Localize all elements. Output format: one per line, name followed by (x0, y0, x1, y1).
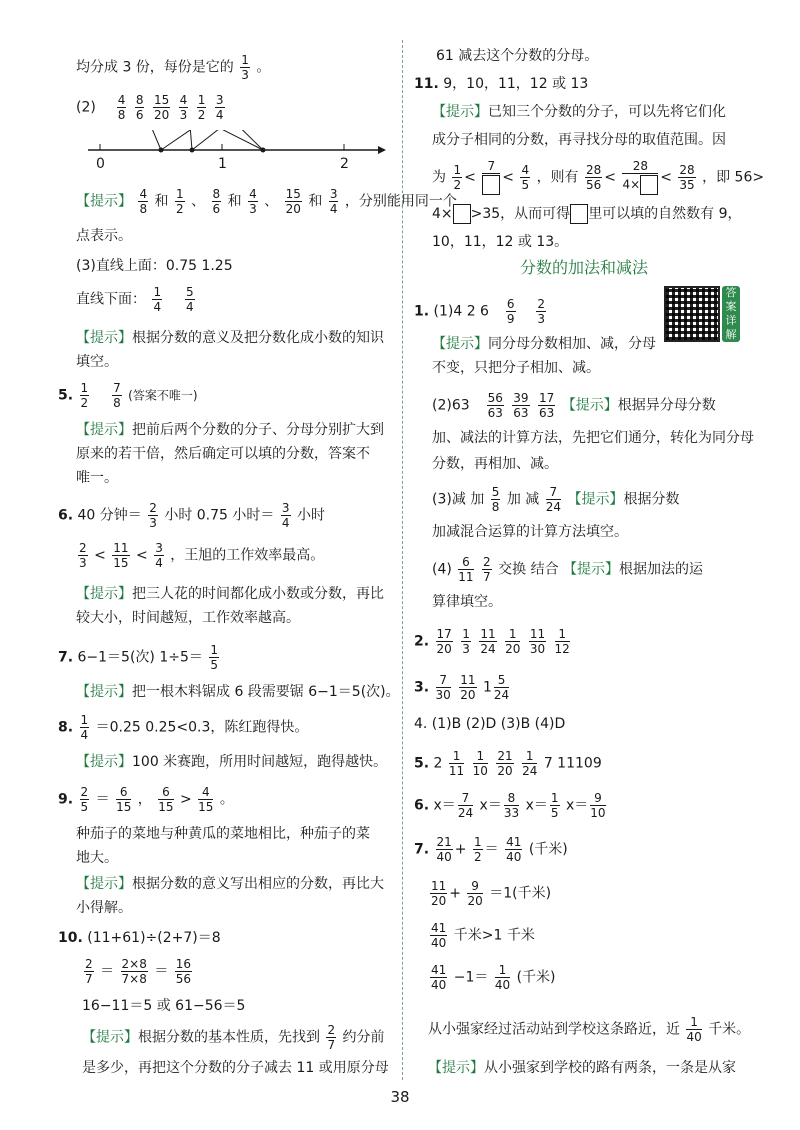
s1-3-line2: 加减混合运算的计算方法填空。 (432, 524, 628, 540)
fraction: $\frac{16}{56}$ (175, 957, 192, 986)
text: ＝0.25 0.25<0.3，陈红跑得快。 (95, 719, 309, 736)
text: ＝1(千米) (489, 885, 552, 902)
text: 6−1＝5(次) 1÷5＝ (77, 649, 203, 666)
blank-box (482, 175, 500, 195)
text: x＝ (565, 797, 589, 814)
fraction: $\frac{1}{12}$ (554, 627, 570, 656)
q5 (58, 382, 198, 409)
fraction: $\frac{8}{33}$ (503, 791, 520, 820)
tip-label: 【提示】 (76, 422, 132, 438)
q2-tip (76, 188, 457, 215)
text: 从小强家到学校的路有两条，一条是从家 (484, 1060, 736, 1076)
text: −1＝ (453, 969, 489, 986)
text: 小时 (296, 507, 325, 524)
fraction: $\frac{2}{7}$ (327, 1023, 336, 1052)
fraction: $\frac{1}{2}$ (176, 187, 184, 216)
text: (1)4 2 6 (433, 303, 489, 320)
q9-tip (76, 874, 384, 894)
q8 (58, 714, 308, 741)
s6 (414, 792, 608, 819)
text: 从小强家经过活动站到学校这条路近，近 (428, 1021, 680, 1038)
q6 (58, 502, 325, 529)
tip-label: 【提示】 (76, 684, 132, 700)
label: (2) (76, 99, 96, 116)
fraction: $\frac{28}{4\times}$ (622, 160, 658, 195)
fraction: $\frac{3}{4}$ (155, 541, 163, 570)
q5-tip-line3: 唯一。 (76, 470, 118, 486)
fraction: $\frac{11}{30}$ (529, 627, 546, 656)
fraction: $\frac{41}{40}$ (431, 963, 447, 992)
blank-box (453, 204, 471, 224)
text: 交换 结合 (498, 561, 559, 578)
text: 直线下面： (76, 291, 146, 308)
text: ， (137, 791, 152, 808)
fraction: $\frac{6}{15}$ (116, 785, 132, 814)
text: ，即 56> (702, 169, 765, 186)
fraction: $\frac{9}{20}$ (467, 879, 483, 908)
s7-conclusion (428, 1016, 750, 1043)
text: 同分母分数相加、减，分母 (488, 336, 656, 352)
fraction: $\frac{1}{5}$ (210, 643, 218, 672)
text: 4× (432, 206, 453, 222)
s1-4-line2: 算律填空。 (432, 594, 502, 610)
text: 和 (154, 193, 169, 210)
tip-label: 【提示】 (561, 397, 618, 414)
q11 (414, 74, 588, 94)
text: 根据分数的意义写出相应的分数，再比大 (132, 876, 384, 892)
q6-compare (76, 542, 324, 569)
q10 (58, 928, 221, 948)
fraction: $\frac{7}{24}$ (545, 485, 562, 514)
fraction: $\frac{15}{20}$ (153, 93, 170, 122)
fraction: $\frac{3}{4}$ (281, 501, 290, 530)
text: ，分别能用同一个 (344, 193, 457, 210)
tip-label: 【提示】 (76, 193, 132, 210)
s1-tip (432, 334, 656, 354)
fraction: $\frac{1}{3}$ (241, 53, 249, 82)
text: 。 (219, 791, 234, 808)
text: >35，从而可得 (470, 206, 571, 222)
fraction: $\frac{21}{40}$ (436, 835, 452, 864)
q3-below (76, 286, 197, 313)
text: (答案不唯一) (128, 388, 198, 403)
s7-line2: $\frac{11}{20}$ + $\frac{9}{20}$ ＝1(千米) (431, 879, 552, 908)
tick-label-2: 2 (340, 156, 349, 172)
q11-tip-line3: 为 $\frac{1}{2}$ < 7 < $\frac{4}{5}$ ，则有 $\frac{28}{56}$ < $\frac{28}{4\times}$ < $\frac{28}{35}$ ，即 56> (432, 160, 764, 195)
fraction: $\frac{41}{40}$ (506, 835, 522, 864)
text: (11+61)÷(2+7)＝8 (87, 930, 221, 946)
q9-tip-line2: 小得解。 (76, 900, 132, 916)
s5 (414, 750, 602, 777)
question-number: 3. (414, 679, 430, 696)
fraction: $\frac{1}{20}$ (505, 627, 521, 656)
tip-label: 【提示】 (76, 330, 132, 346)
fraction: $\frac{56}{63}$ (487, 391, 503, 420)
tip-label: 【提示】 (76, 754, 132, 770)
page-number: 38 (390, 1088, 410, 1106)
text: ＝ (95, 791, 110, 808)
q6-tip-line2: 较大小，时间越短，工作效率越高。 (76, 610, 300, 626)
q10-tip-line2: 是多少，再把这个分数的分子减去 11 或用原分母 (82, 1060, 389, 1076)
fraction: $\frac{4}{8}$ (139, 187, 148, 216)
fraction: $\frac{17}{20}$ (436, 627, 452, 656)
text: ，王旭的工作效率最高。 (170, 547, 325, 564)
fraction: $\frac{8}{6}$ (135, 93, 144, 122)
r0: 61 减去这个分数的分母。 (436, 48, 599, 64)
qr-code-icon (664, 286, 720, 342)
s7-line4 (428, 964, 556, 991)
text: 已知三个分数的分子，可以先将它们化 (488, 104, 726, 120)
text: 千米>1 千米 (453, 927, 535, 944)
fraction: $\frac{1}{3}$ (462, 627, 470, 656)
fraction: $\frac{6}{9}$ (506, 297, 515, 326)
blank-box (640, 175, 658, 195)
text: (千米) (528, 841, 568, 858)
tip-label: 【提示】 (567, 491, 624, 508)
text: (4) (432, 561, 452, 578)
text: 和 (308, 193, 323, 210)
fraction: $\frac{1}{2}$ (453, 163, 462, 192)
question-number: 5. (58, 387, 74, 404)
s3 (414, 674, 511, 701)
text: 把一根木料锯成 6 段需要锯 6−1＝5(次)。 (132, 684, 400, 700)
fraction: $\frac{6}{15}$ (158, 785, 174, 814)
q11-tip-line5: 10，11，12 或 13。 (432, 234, 569, 250)
fraction: $\frac{3}{4}$ (329, 187, 338, 216)
fraction: $\frac{1}{2}$ (197, 93, 206, 122)
fraction: $\frac{4}{3}$ (179, 93, 188, 122)
text: 为 (432, 169, 446, 186)
text: 1 (482, 679, 492, 696)
fraction: $\frac{17}{63}$ (539, 391, 555, 420)
section-title: 分数的加法和减法 (519, 258, 648, 277)
fraction: $\frac{2}{3}$ (537, 297, 546, 326)
fraction: $\frac{1}{40}$ (494, 963, 511, 992)
q9-line2: 种茄子的菜地与种黄瓜的菜地相比，种茄子的菜 (76, 826, 370, 842)
s1-3 (432, 486, 679, 513)
text: 、 (264, 193, 279, 210)
q10-line3: 16−11＝5 或 61−56＝5 (82, 998, 246, 1014)
s7-tip (428, 1058, 736, 1078)
s7-line1: 7. $\frac{21}{40}$ + $\frac{1}{2}$ ＝ $\frac{41}{40}$ (千米) (414, 835, 568, 864)
fraction: $\frac{5}{4}$ (186, 285, 194, 314)
fraction: $\frac{2}{5}$ (80, 785, 89, 814)
fraction: $\frac{7}{24}$ (457, 791, 474, 820)
text: 加 减 (506, 491, 540, 508)
fraction: $\frac{1}{4}$ (153, 285, 162, 314)
text: ＝ (100, 963, 115, 980)
question-number: 9. (58, 791, 74, 808)
text: 约分前 (342, 1029, 385, 1046)
tip-label: 【提示】 (82, 1029, 138, 1046)
text: 和 (227, 193, 242, 210)
text: > (179, 791, 192, 808)
question-number: 10. (58, 930, 83, 946)
fraction: $\frac{1}{11}$ (448, 749, 465, 778)
fraction: $\frac{1}{2}$ (80, 381, 89, 410)
text: 根据分数的意义及把分数化成小数的知识 (132, 330, 384, 346)
text: 9，10，11，12 或 13 (443, 76, 589, 92)
tip-label: 【提示】 (563, 561, 620, 578)
fraction: $\frac{6}{11}$ (458, 555, 474, 584)
text: x＝ (525, 797, 548, 814)
fraction: $\frac{28}{56}$ (586, 163, 602, 192)
q10-fraction-line (82, 958, 194, 985)
fraction: $\frac{39}{63}$ (513, 391, 529, 420)
fraction: $\frac{11}{24}$ (480, 627, 496, 656)
fraction: $\frac{1}{5}$ (550, 791, 559, 820)
fraction: $\frac{4}{3}$ (249, 187, 257, 216)
q8-tip (76, 752, 387, 772)
text: x＝ (479, 797, 502, 814)
fraction: $\frac{7}{8}$ (113, 381, 121, 410)
question-number: 5. (414, 755, 430, 772)
fraction: $\frac{11}{20}$ (460, 673, 476, 702)
text: 40 分钟＝ (77, 507, 142, 524)
text: < (136, 547, 148, 564)
text: 根据加法的运 (619, 561, 704, 578)
fraction: $\frac{7}{30}$ (435, 673, 451, 702)
fraction: $\frac{1}{2}$ (473, 835, 482, 864)
fraction: $\frac{41}{40}$ (431, 921, 447, 950)
q6-tip (76, 584, 384, 604)
q2-fractions (76, 94, 227, 121)
fraction: $\frac{2\times 8}{7\times 8}$ (121, 957, 147, 986)
q11-tip-line2: 成分子相同的分数，再寻找分母的取值范围。因 (432, 132, 726, 148)
fraction: $\frac{11}{15}$ (113, 541, 129, 570)
question-number: 2. (414, 633, 430, 650)
fraction: $\frac{2}{7}$ (85, 957, 93, 986)
fraction: $\frac{2}{3}$ (149, 501, 157, 530)
tip-label: 【提示】 (432, 336, 488, 352)
q9 (58, 786, 234, 813)
fraction: $\frac{28}{35}$ (679, 163, 695, 192)
fraction: $\frac{4}{5}$ (521, 163, 530, 192)
s1-2 (432, 392, 716, 419)
question-number: 7. (58, 649, 74, 666)
text: 均分成 3 份，每份是它的 (76, 59, 234, 76)
q7-tip (76, 682, 400, 702)
q11-tip-line4 (432, 204, 742, 224)
fraction: $\frac{9}{10}$ (590, 791, 606, 820)
fraction: $\frac{5}{8}$ (491, 485, 500, 514)
qr-tag: 答案详解 (722, 286, 740, 342)
blank-box (570, 204, 588, 224)
q2-tip-line2: 点表示。 (76, 228, 132, 244)
question-number: 1. (414, 303, 430, 320)
q7 (58, 644, 221, 671)
fraction: $\frac{1}{40}$ (686, 1015, 702, 1044)
s4: 4. (1)B (2)D (3)B (4)D (414, 716, 566, 732)
text: 、 (191, 193, 206, 210)
question-number: 11. (414, 76, 439, 92)
text: 100 米赛跑，所用时间越短，跑得越快。 (132, 754, 388, 770)
text: 。 (256, 59, 271, 76)
q3-tip (76, 328, 384, 348)
text: ＝ (154, 963, 169, 980)
q3-above: (3)直线上面：0.75 1.25 (76, 258, 233, 274)
fraction: $\frac{1}{10}$ (472, 749, 488, 778)
fraction: $\frac{4}{8}$ (117, 93, 126, 122)
left-line-1 (76, 54, 270, 81)
fraction: $\frac{4}{15}$ (198, 785, 214, 814)
fraction: $\frac{5}{24}$ (493, 673, 510, 702)
text: 2 (433, 755, 443, 772)
text: (2)63 (432, 397, 470, 414)
q5-tip-line2: 原来的若干倍，然后确定可以填的分数，答案不 (76, 446, 370, 462)
question-number: 7. (414, 841, 430, 858)
fraction: $\frac{3}{4}$ (215, 93, 224, 122)
s2 (414, 628, 572, 655)
s1-tip-line2: 不变，只把分子相加、减。 (432, 360, 600, 376)
tip-label: 【提示】 (432, 104, 488, 120)
text: (3)减 加 (432, 491, 485, 508)
tip-label: 【提示】 (428, 1060, 484, 1076)
fraction: $\frac{21}{20}$ (497, 749, 513, 778)
text: 把前后两个分数的分子、分母分别扩大到 (132, 422, 384, 438)
q11-tip (432, 102, 726, 122)
text: 小时 0.75 小时＝ (164, 507, 275, 524)
text: x＝ (433, 797, 456, 814)
fraction: $\frac{2}{3}$ (79, 541, 87, 570)
text: ，则有 (536, 169, 579, 186)
tick-label-1: 1 (218, 156, 227, 172)
q3-tip-line2: 填空。 (76, 354, 118, 370)
tip-label: 【提示】 (76, 586, 132, 602)
fraction: $\frac{11}{20}$ (431, 879, 447, 908)
text: 把三人花的时间都化成小数或分数，再比 (132, 586, 384, 602)
tick-label-0: 0 (96, 156, 105, 172)
text: < (94, 547, 106, 564)
text: 7 11109 (543, 755, 602, 772)
question-number: 6. (414, 797, 430, 814)
text: (千米) (516, 969, 556, 986)
fraction: $\frac{8}{6}$ (212, 187, 221, 216)
text: 根据异分母分数 (617, 397, 716, 414)
text: 根据分数 (623, 491, 680, 508)
question-number: 6. (58, 507, 74, 524)
tip-label: 【提示】 (76, 876, 132, 892)
s1-2-line3: 分数，再相加、减。 (432, 456, 558, 472)
question-number: 8. (58, 719, 74, 736)
fraction: $\frac{15}{20}$ (285, 187, 301, 216)
fraction: $\frac{1}{24}$ (522, 749, 538, 778)
text: 里可以填的自然数有 9， (588, 206, 742, 222)
fraction: 7 (482, 160, 500, 195)
s7-line3 (428, 922, 535, 949)
fraction: $\frac{1}{4}$ (80, 713, 89, 742)
q10-tip (82, 1024, 385, 1051)
q5-tip (76, 420, 384, 440)
fraction: $\frac{2}{7}$ (483, 555, 491, 584)
s1 (414, 298, 548, 325)
s1-2-line2: 加、减法的计算方法，先把它们通分，转化为同分母 (432, 430, 754, 446)
text: 千米。 (708, 1021, 751, 1038)
q9-line3: 地大。 (76, 850, 118, 866)
s1-4 (432, 556, 703, 583)
text: 根据分数的基本性质，先找到 (138, 1029, 320, 1046)
